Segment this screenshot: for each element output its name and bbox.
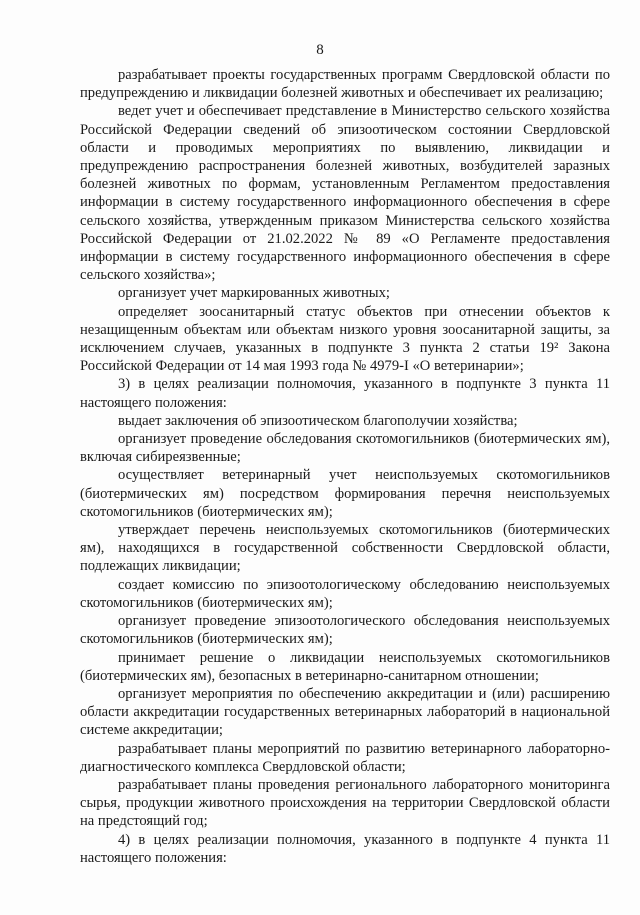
paragraph: утверждает перечень неиспользуемых скотомогильников (биотермических ям), находящихся в государственной собственности Свердловской области, подлежащих ликвидации; [80, 522, 610, 575]
paragraph: выдает заключения об эпизоотическом благополучии хозяйства; [118, 412, 518, 429]
paragraph: определяет зоосанитарный статус объектов при отнесении объектов к незащищенным объектам или объектам низкого уровня зоосанитарной защиты, за исключением случаев, указанных в подпункте 3 пункта 2 статьи 19² Закона Российской Федерации от 14 мая 1993 года № 4979-I «О ветеринарии»; [80, 303, 610, 375]
page-number: 8 [316, 42, 324, 58]
paragraph: разрабатывает планы проведения регионального лабораторного мониторинга сырья, продукции животного происхождения на территории Свердловской области на предстоящий год; [80, 776, 610, 830]
paragraph: осуществляет ветеринарный учет неиспользуемых скотомогильников (биотермических ям) посредством формирования перечня неиспользуемых скотомогильников (биотермических ям); [80, 467, 610, 520]
document-body [80, 66, 610, 867]
paragraph: создает комиссию по эпизоотологическому обследованию неиспользуемых скотомогильников (биотермических ям); [80, 576, 610, 611]
paragraph: ведет учет и обеспечивает представление в Министерство сельского хозяйства Российской Федерации сведений об эпизоотическом состоянии Свердловской области и проводимых мероприятиях по выявлению, ликвидации и предупреждению распространения болезней животных, возбудителей заразных болезней животных по формам, установленным Регламентом предоставления информации в систему государственного информационного обеспечения в сфере сельского хозяйства, утвержденным приказом Министерства сельского хозяйства Российской Федерации от 21.02.2022 № 89 «О Регламенте предоставления информации в систему государственного информационного обеспечения в сфере сельского хозяйства»; [80, 103, 610, 284]
paragraph: принимает решение о ликвидации неиспользуемых скотомогильников (биотермических ям), безопасных в ветеринарно-санитарном отношении; [80, 649, 610, 684]
paragraph: организует проведение обследования скотомогильников (биотермических ям), включая сибиреязвенные; [80, 431, 610, 466]
paragraph: разрабатывает проекты государственных программ Свердловской области по предупреждению и ликвидации болезней животных и обеспечивает их реализацию; [80, 67, 610, 102]
paragraph: 3) в целях реализации полномочия, указанного в подпункте 3 пункта 11 настоящего положения: [80, 376, 610, 411]
paragraph: 4) в целях реализации полномочия, указанного в подпункте 4 пункта 11 настоящего положения: [80, 831, 610, 866]
paragraph: разрабатывает планы мероприятий по развитию ветеринарного лабораторно-диагностического комплекса Свердловской области; [80, 740, 610, 775]
paragraph: организует проведение эпизоотологического обследования неиспользуемых скотомогильников (биотермических ям); [80, 613, 610, 648]
paragraph: организует мероприятия по обеспечению аккредитации и (или) расширению области аккредитации государственных ветеринарных лабораторий в национальной системе аккредитации; [80, 685, 610, 739]
paragraph: организует учет маркированных животных; [118, 285, 390, 302]
